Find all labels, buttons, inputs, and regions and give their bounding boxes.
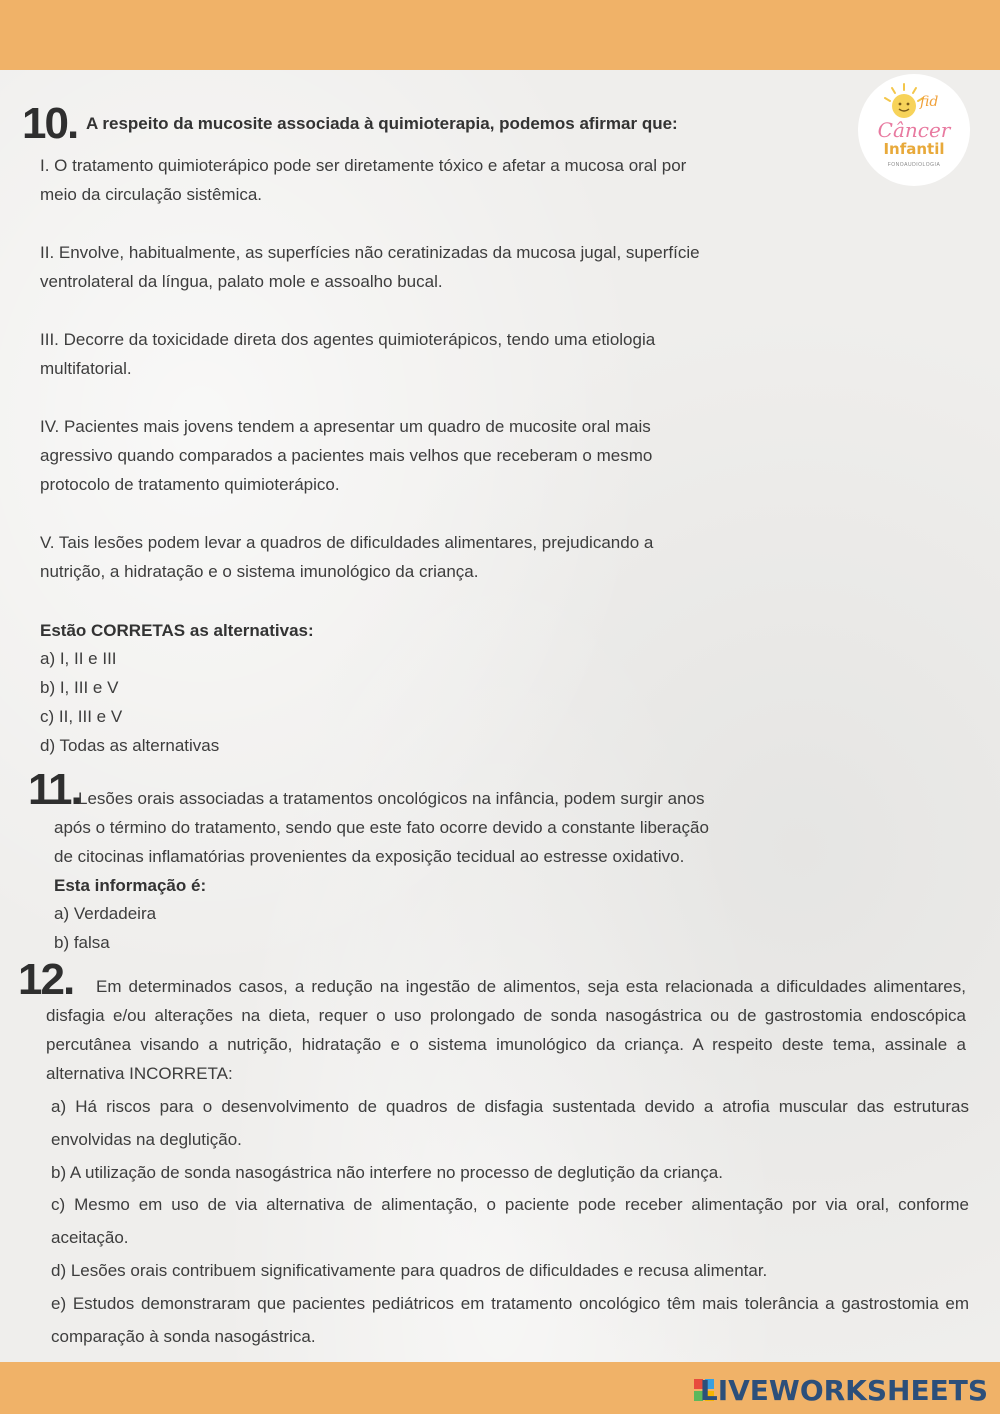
q11-option-b[interactable]: b) falsa <box>54 933 110 952</box>
logo-text-infantil: Infantil <box>883 140 945 158</box>
q10-option-a[interactable]: a) I, II e III <box>40 649 117 668</box>
q10-option-d[interactable]: d) Todas as alternativas <box>40 736 220 755</box>
q10-item-4-line-2: agressivo quando comparados a pacientes mais velhos que receberam o mesmo <box>40 446 653 465</box>
q10-item-1-line-2: meio da circulação sistêmica. <box>40 185 263 204</box>
q11-line-1: Lesões orais associadas a tratamentos oncológicos na infância, podem surgir anos <box>78 789 705 808</box>
q10-item-2-line-2: ventrolateral da língua, palato mole e assoalho bucal. <box>40 272 443 291</box>
svg-text:fid: fid <box>920 94 939 110</box>
q11-option-a[interactable]: a) Verdadeira <box>54 904 157 923</box>
q10-item-4-line-1: IV. Pacientes mais jovens tendem a apresentar um quadro de mucosite oral mais <box>40 417 651 436</box>
liveworksheets-brand[interactable]: LIVEWORKSHEETS <box>699 1374 988 1407</box>
q12-option-b[interactable]: b) A utilização de sonda nasogástrica não interfere no processo de deglutição da criança. <box>51 1163 723 1182</box>
q12-option-c[interactable]: c) Mesmo em uso de via alternativa de alimentação, o paciente pode receber alimentação por via oral, conforme aceitação. <box>51 1195 969 1247</box>
q12-option-e[interactable]: e) Estudos demonstraram que pacientes pediátricos em tratamento oncológico têm mais tolerância a gastrostomia em comparação à sonda nasogástrica. <box>51 1294 969 1346</box>
q12-option-a[interactable]: a) Há riscos para o desenvolvimento de quadros de disfagia sustentada devido a atrofia muscular das estruturas envolvidas na deglutição. <box>51 1097 969 1149</box>
q10-item-4-line-3: protocolo de tratamento quimioterápico. <box>40 475 340 494</box>
q10-item-2-line-1: II. Envolve, habitualmente, as superfícies não ceratinizadas da mucosa jugal, superfície <box>40 243 700 262</box>
q10-item-3-line-2: multifatorial. <box>40 359 132 378</box>
question-10-stem: A respeito da mucosite associada à quimioterapia, podemos afirmar que: <box>86 114 678 133</box>
cancer-infantil-logo <box>858 74 970 186</box>
q10-option-b[interactable]: b) I, III e V <box>40 678 119 697</box>
q10-item-1-line-1: I. O tratamento quimioterápico pode ser diretamente tóxico e afetar a mucosa oral por <box>40 156 687 175</box>
q12-stem: Em determinados casos, a redução na ingestão de alimentos, seja esta relacionada a dificuldades alimentares, disfagia e/ou alterações na dieta, requer o uso prolongado de sonda nasogástrica ou de gastrostomia endoscópica percutânea visando a nutrição, hidratação e o sistema imunológico da criança. A respeito deste tema, assinale a alternativa INCORRETA: <box>46 977 966 1083</box>
question-11-number: 11. <box>28 765 81 814</box>
question-12-number: 12. <box>18 955 74 1004</box>
q11-prompt: Esta informação é: <box>54 876 207 895</box>
q10-prompt: Estão CORRETAS as alternativas: <box>40 621 314 640</box>
q12-option-d[interactable]: d) Lesões orais contribuem significativamente para quadros de dificuldades e recusa alimentar. <box>51 1261 768 1280</box>
q11-line-2: após o término do tratamento, sendo que este fato ocorre devido a constante liberação <box>54 818 709 837</box>
q10-item-5-line-1: V. Tais lesões podem levar a quadros de dificuldades alimentares, prejudicando a <box>40 533 654 552</box>
q11-line-3: de citocinas inflamatórias provenientes da exposição tecidual ao estresse oxidativo. <box>54 847 685 866</box>
q10-item-5-line-2: nutrição, a hidratação e o sistema imunológico da criança. <box>40 562 479 581</box>
top-banner <box>0 0 1000 70</box>
q10-option-c[interactable]: c) II, III e V <box>40 707 123 726</box>
question-10-number: 10. <box>22 99 78 148</box>
logo-text-fono: FONOAUDIOLOGIA <box>887 162 941 168</box>
q10-item-3-line-1: III. Decorre da toxicidade direta dos agentes quimioterápicos, tendo uma etiologia <box>40 330 656 349</box>
logo-text-cancer: Câncer <box>877 118 951 142</box>
